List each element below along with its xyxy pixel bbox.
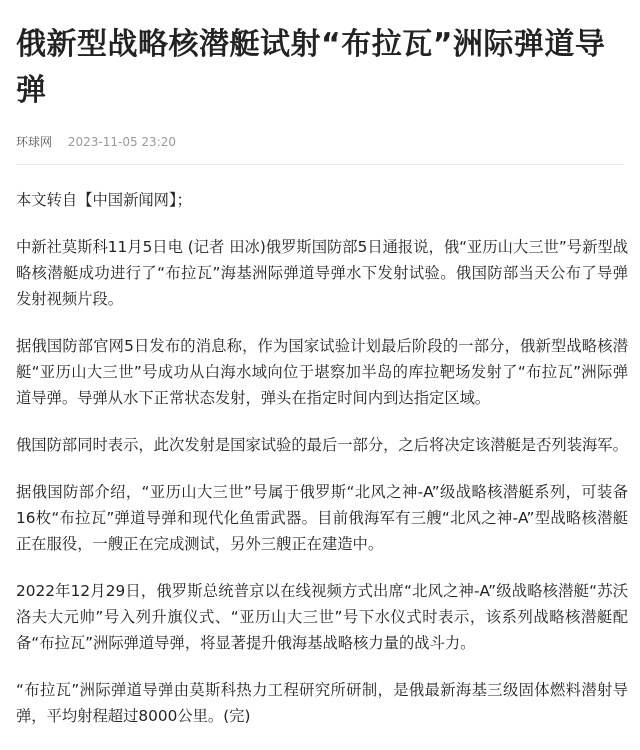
article-body: [16, 187, 628, 729]
article-meta: [16, 134, 628, 150]
article: [16, 0, 628, 750]
meta-divider: [16, 164, 624, 165]
article-timestamp: 2023-11-05 23:20: [67, 135, 176, 149]
paragraph-2: 中新社莫斯科11月5日电 (记者 田冰)俄罗斯国防部5日通报说，俄“亚历山大三世”号新型战略核潜艇成功进行了“布拉瓦”海基洲际弹道导弹水下发射试验。俄国防部当天公布了导弹发射视频片段。: [16, 238, 628, 308]
paragraph-5: 据俄国防部介绍，“亚历山大三世”号属于俄罗斯“北风之神-A”级战略核潜艇系列，可装备16枚“布拉瓦”弹道导弹和现代化鱼雷武器。目前俄海军有三艘“北风之神-A”型战略核潜艇正在服役，一艘正在完成测试，另外三艘正在建造中。: [16, 483, 628, 553]
paragraph-6: 2022年12月29日，俄罗斯总统普京以在线视频方式出席“北风之神-A”级战略核潜艇“苏沃洛夫大元帅”号入列升旗仪式、“亚历山大三世”号下水仪式时表示，该系列战略核潜艇配备“布拉瓦”洲际弹道导弹，将显著提升俄海基战略核力量的战斗力。: [16, 582, 628, 652]
article-source[interactable]: 环球网: [16, 135, 53, 149]
article-title: 俄新型战略核潜艇试射“布拉瓦”洲际弹道导弹: [16, 27, 606, 108]
paragraph-4: 俄国防部同时表示，此次发射是国家试验的最后一部分，之后将决定该潜艇是否列装海军。: [16, 436, 628, 454]
paragraph-1: 本文转自【中国新闻网】；: [16, 191, 192, 209]
paragraph-3: 据俄国防部官网5日发布的消息称，作为国家试验计划最后阶段的一部分，俄新型战略核潜艇“亚历山大三世”号成功从白海水域向位于堪察加半岛的库拉靶场发射了“布拉瓦”洲际弹道导弹。导弹从水下正常状态发射，弹头在指定时间内到达指定区域。: [16, 337, 628, 407]
paragraph-7: “布拉瓦”洲际弹道导弹由莫斯科热力工程研究所研制，是俄最新海基三级固体燃料潜射导弹，平均射程超过8000公里。(完): [16, 681, 628, 725]
